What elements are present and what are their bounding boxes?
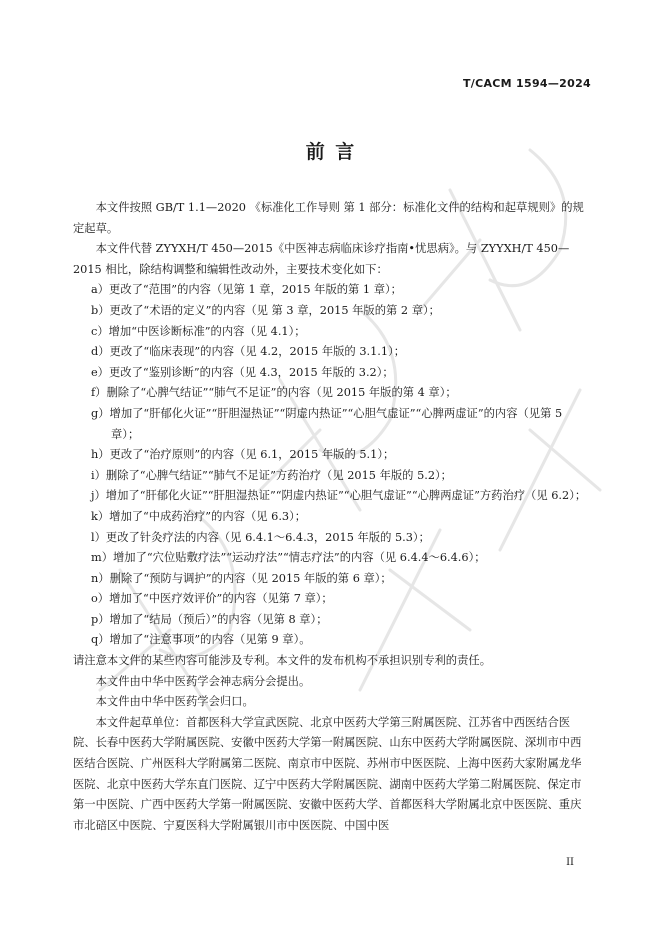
list-item: g）增加了“肝郁化火证”“肝胆湿热证”“阴虚内热证”“心胆气虚证”“心脾两虚证”的内容（见第 5 章）； — [91, 406, 563, 441]
list-item: l）更改了针灸疗法的内容（见 6.4.1～6.4.3，2015 年版的 5.3）； — [91, 530, 430, 544]
list-item: o）增加了“中医疗效评价”的内容（见第 7 章）； — [91, 592, 333, 606]
list-item: c）增加“中医诊断标准”的内容（见 4.1）； — [91, 324, 306, 338]
custodian-statement: 本文件由中华中医药学会归口。 — [95, 695, 254, 709]
paragraph-replacement: 本文件代替 ZYYXH/T 450—2015《中医神志病临床诊疗指南•忧思病》。与 ZYYXH/T 450—2015 相比，除结构调整和编辑性改动外，主要技术变化如下： — [73, 242, 570, 276]
list-item: h）更改了“治疗原则”的内容（见 6.1，2015 年版的 5.1）； — [91, 448, 395, 462]
list-item: p）增加了“结局（预后）”的内容（见第 8 章）； — [91, 612, 328, 626]
patent-notice: 请注意本文件的某些内容可能涉及专利。本文件的发布机构不承担识别专利的责任。 — [73, 654, 491, 668]
page-title: 前 言 — [305, 141, 357, 163]
list-item: n）删除了“预防与调护”的内容（见 2015 年版的第 6 章）； — [91, 571, 392, 585]
list-item: k）增加了“中成药治疗”的内容（见 6.3）； — [91, 509, 307, 523]
proposer-statement: 本文件由中华中医药学会神志病分会提出。 — [95, 674, 311, 688]
drafting-units: 本文件起草单位：首都医科大学宣武医院、北京中医药大学第三附属医院、江苏省中西医结合医院、长春中医药大学附属医院、安徽中医药大学第一附属医院、山东中医药大学附属医院、深圳市中西医结合医院、广州医科大学附属第二医院、南京市中医院、苏州市中医医院、上海中医药大家附属龙华医院、北京中医药大学东直门医院、辽宁中医药大学附属医院、湖南中医药大学第二附属医院、保定市第一中医院、广西中医药大学第一附属医院、安徽中医药大学、首都医科大学附属北京中医医院、重庆市北碚区中医院、宁夏医科大学附属银川市中医医院、中国中医 — [73, 715, 582, 832]
page-number: II — [566, 857, 574, 868]
list-item: f）删除了“心脾气结证”“肺气不足证”的内容（见 2015 年版的第 4 章）； — [91, 386, 457, 400]
list-item: q）增加了“注意事项”的内容（见第 9 章）。 — [91, 633, 311, 647]
list-item: e）更改了“鉴别诊断”的内容（见 4.3，2015 年版的 3.2）； — [91, 365, 394, 379]
list-item: i）删除了“心脾气结证”“肺气不足证”方药治疗（见 2015 年版的 5.2）； — [91, 468, 452, 482]
paragraph-drafting-basis: 本文件按照 GB/T 1.1—2020 《标准化工作导则 第 1 部分：标准化文件的结构和起草规则》的规定起草。 — [73, 201, 584, 235]
list-item: a）更改了“范围”的内容（见第 1 章，2015 年版的第 1 章）； — [91, 283, 402, 297]
list-item: b）更改了“术语的定义”的内容（见 第 3 章，2015 年版的第 2 章）； — [91, 303, 440, 317]
list-item: j）增加了“肝郁化火证”“肝胆湿热证”“阴虚内热证”“心胆气虚证”“心脾两虚证”方药治疗（见 6.2）； — [91, 489, 587, 503]
document-code: T/CACM 1594—2024 — [463, 77, 591, 90]
list-item: m）增加了“穴位贴敷疗法”“运动疗法”“情志疗法”的内容（见 6.4.4～6.4.6）； — [91, 551, 486, 565]
list-item: d）更改了“临床表现”的内容（见 4.2，2015 年版的 3.1.1）； — [91, 345, 406, 359]
foreword-body — [73, 198, 591, 836]
